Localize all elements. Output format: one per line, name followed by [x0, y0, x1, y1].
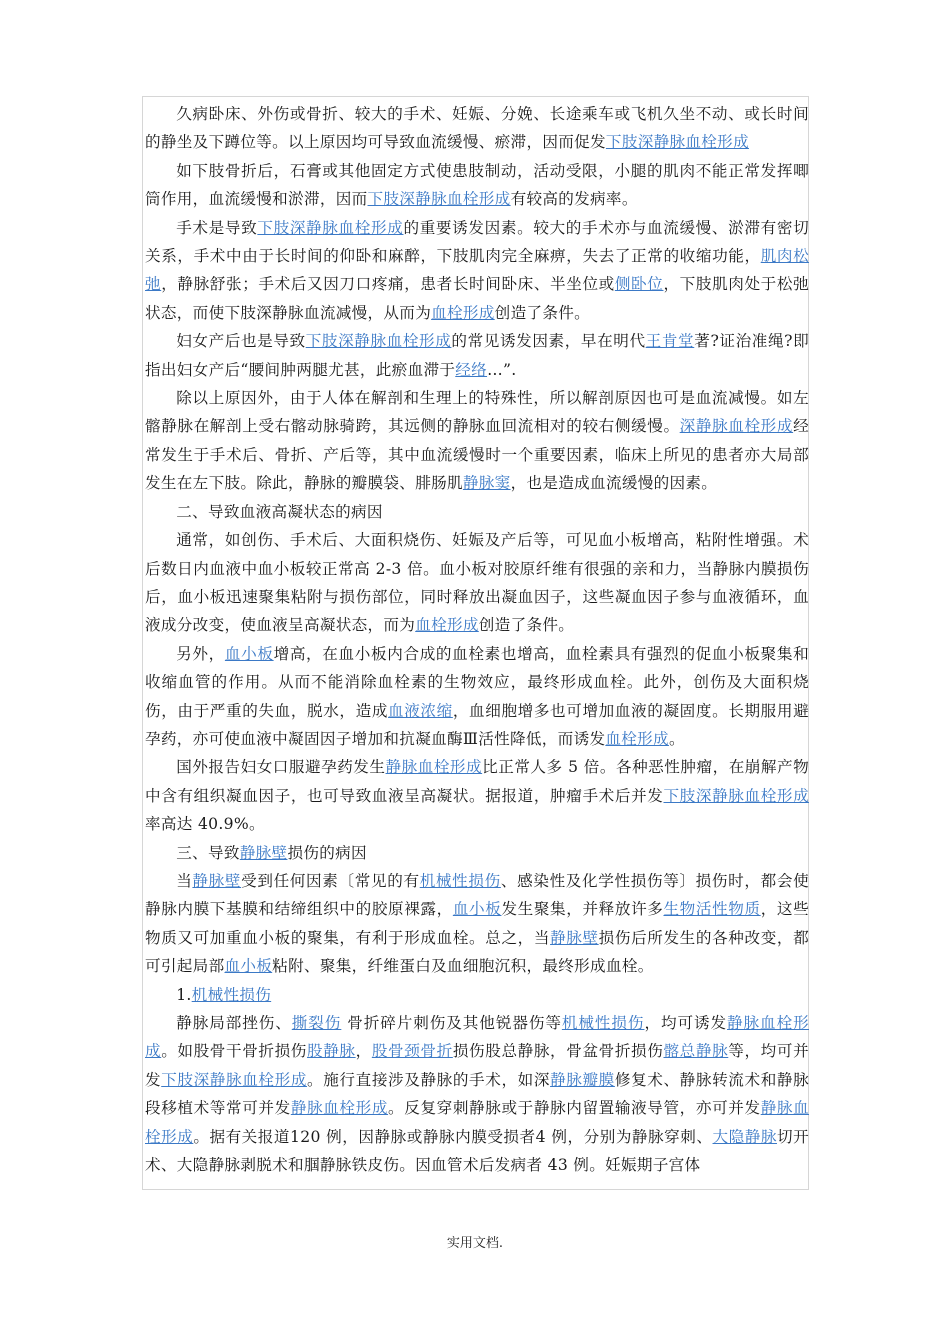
section-heading [145, 981, 809, 1009]
paragraph-text: 的常见诱发因素，早在明代 [451, 332, 646, 351]
term-link[interactable]: 静脉壁 [550, 928, 599, 947]
body-paragraph [145, 157, 809, 214]
paragraph-text: 有较高的发病率。 [510, 190, 638, 209]
paragraph-text: …”. [487, 360, 517, 379]
document-body [145, 100, 809, 1179]
paragraph-text: 静脉局部挫伤、 [176, 1014, 292, 1032]
paragraph-text: 经常发生于手术后、骨折、产后等，其中血流缓慢时一个重要因素，临床上所见的患者亦大局部发生在左下肢。除此，静脉的瓣膜袋、腓肠肌 [145, 417, 809, 493]
body-paragraph [145, 100, 809, 157]
paragraph-text: 创造了条件。 [478, 616, 575, 635]
term-link[interactable]: 下肢深静脉血栓形成 [257, 218, 404, 237]
body-paragraph [145, 1009, 809, 1179]
paragraph-text: ，均可诱发 [644, 1014, 728, 1032]
body-paragraph [145, 526, 809, 640]
body-paragraph [145, 214, 809, 328]
paragraph-text: 修复术、静脉转流术和静脉段移植术等常可并发 [145, 1070, 809, 1118]
paragraph-text: 发生聚集，并释放许多 [501, 900, 664, 919]
paragraph-text: 。如股骨干骨折损伤 [161, 1042, 308, 1061]
paragraph-text: 的重要诱发因素。较大的手术亦与血流缓慢、淤滞有密切关系，手术中由于长时间的仰卧和麻醉，下肢肌肉完全麻痹，失去了正常的收缩功能， [145, 218, 809, 266]
term-link[interactable]: 机械性损伤 [419, 871, 501, 890]
term-link[interactable]: 机械性损伤 [561, 1014, 645, 1032]
paragraph-text: 损伤的病因 [287, 843, 367, 862]
term-link[interactable]: 静脉壁 [192, 871, 242, 890]
page-footer: 实用文档. [446, 1236, 504, 1251]
paragraph-text: 增高，在血小板内合成的血栓素也增高，血栓素具有强烈的促血小板聚集和收缩血管的作用。从而不能消除血栓素的生物效应，最终形成血栓。此外，创伤及大面积烧伤，由于严重的失血，脱水，造成 [145, 644, 809, 720]
paragraph-text: ，下肢肌肉处于松弛状态，而使下肢深静脉血流减慢，从而为 [145, 275, 809, 322]
term-link[interactable]: 下肢深静脉血栓形成 [305, 332, 452, 351]
section-heading [145, 498, 809, 526]
term-link[interactable]: 机械性损伤 [191, 985, 272, 1004]
term-link[interactable]: 血栓形成 [431, 303, 495, 322]
paragraph-text: 1. [176, 985, 192, 1004]
term-link[interactable]: 撕裂伤 [291, 1014, 342, 1032]
paragraph-text: 。 [668, 729, 685, 748]
term-link[interactable]: 血小板 [452, 900, 502, 919]
term-link[interactable]: 下肢深静脉血栓形成 [367, 190, 511, 209]
term-link[interactable]: 血栓形成 [605, 729, 669, 748]
paragraph-text: 。施行直接涉及静脉的手术，如深 [307, 1070, 551, 1089]
paragraph-text: 三、导致 [176, 843, 240, 862]
paragraph-text: 国外报告妇女口服避孕药发生 [176, 758, 386, 777]
term-link[interactable]: 静脉壁 [239, 843, 288, 862]
body-paragraph [145, 753, 809, 838]
paragraph-text: ， [355, 1042, 372, 1061]
paragraph-text: 如下肢骨折后，石膏或其他固定方式使患肢制动，活动受限，小腿的肌肉不能正常发挥唧筒作用，血流缓慢和淤滞，因而 [145, 161, 809, 209]
section-heading [145, 839, 809, 867]
body-paragraph [145, 384, 809, 498]
term-link[interactable]: 侧卧位 [614, 275, 664, 294]
paragraph-text: 除以上原因外，由于人体在解剖和生理上的特殊性，所以解剖原因也可是血流减慢。如左髂静脉在解剖上受右髂动脉骑跨，其远侧的静脉血回流相对的较右侧缓慢。 [145, 389, 809, 436]
term-link[interactable]: 静脉血栓形成 [145, 1099, 810, 1146]
paragraph-text: 著?证治准绳?即指出妇女产后“腰间肿两腿尤甚，此瘀血滞于 [145, 332, 809, 379]
paragraph-text: 通常，如创伤、手术后、大面积烧伤、妊娠及产后等，可见血小板增高，粘附性增强。术后数日内血液中血小板较正常高 2-3 倍。血小板对胶原纤维有很强的亲和力，当静脉内膜损伤后，血小板迅速聚集粘附与损伤部位，同时释放出凝血因子，这些凝血因子参与血液循环，血液成分改变，使血液呈高凝状态，而为 [145, 531, 809, 635]
paragraph-text: ，也是造成血流缓慢的因素。 [510, 474, 718, 493]
paragraph-text: 。据有关报道120 例，因静脉或静脉内膜受损者4 例，分别为静脉穿刺、 [193, 1127, 713, 1146]
term-link[interactable]: 血小板 [224, 644, 274, 663]
term-link[interactable]: 股骨颈骨折 [371, 1042, 453, 1061]
paragraph-text: 当 [176, 871, 193, 890]
term-link[interactable]: 血栓形成 [415, 616, 479, 635]
paragraph-text: 、感染性及化学性损伤等〕损伤时，都会使静脉内膜下基膜和结缔组织中的胶原裸露， [145, 871, 809, 919]
body-paragraph [145, 867, 809, 981]
term-link[interactable]: 血小板 [224, 957, 273, 976]
paragraph-text: 等，均可并发 [145, 1042, 809, 1089]
term-link[interactable]: 静脉血栓形成 [385, 758, 483, 777]
term-link[interactable]: 下肢深静脉血栓形成 [161, 1070, 308, 1089]
paragraph-text: 手术是导致 [176, 218, 258, 237]
paragraph-text: 妇女产后也是导致 [176, 332, 306, 351]
paragraph-text: 骨折碎片刺伤及其他锐器伤等 [341, 1014, 562, 1032]
term-link[interactable]: 王肯堂 [645, 332, 695, 351]
term-link[interactable]: 血液浓缩 [388, 701, 453, 720]
paragraph-text: 久病卧床、外伤或骨折、较大的手术、妊娠、分娩、长途乘车或飞机久坐不动、或长时间的静坐及下蹲位等。以上原因均可导致血流缓慢、瘀滞，因而促发 [145, 105, 809, 152]
paragraph-text: ，血细胞增多也可增加血液的凝固度。长期服用避孕药，亦可使血液中凝固因子增加和抗凝血酶Ⅲ活性降低，而诱发 [145, 701, 809, 748]
term-link[interactable]: 下肢深静脉血栓形成 [663, 786, 809, 805]
paragraph-text: 损伤股总静脉，骨盆骨折损伤 [452, 1042, 664, 1061]
body-paragraph [145, 327, 809, 384]
paragraph-text: 。反复穿刺静脉或于静脉内留置输液导管，亦可并发 [388, 1099, 761, 1118]
term-link[interactable]: 大隐静脉 [712, 1127, 777, 1146]
term-link[interactable]: 股静脉 [307, 1042, 356, 1061]
term-link[interactable]: 经络 [455, 360, 488, 379]
paragraph-text: 另外， [176, 644, 225, 663]
term-link[interactable]: 静脉血栓形成 [145, 1014, 809, 1061]
paragraph-text: 比正常人多 5 倍。各种恶性肿瘤，在崩解产物中含有组织凝血因子，也可导致血液呈高凝状。据报道，肿瘤手术后并发 [145, 758, 809, 805]
paragraph-text: ，这些物质又可加重血小板的聚集，有利于形成血栓。总之，当 [145, 900, 809, 947]
paragraph-text: 二、导致血液高凝状态的病因 [176, 502, 383, 521]
term-link[interactable]: 生物活性物质 [663, 900, 761, 919]
paragraph-text: 受到任何因素〔常见的有 [241, 871, 420, 890]
paragraph-text: 切开术、大隐静脉剥脱术和腘静脉铁皮伤。因血管术后发病者 43 例。妊娠期子宫体 [145, 1127, 809, 1175]
term-link[interactable]: 静脉窦 [462, 474, 511, 493]
paragraph-text: 损伤后所发生的各种改变，都可引起局部 [145, 928, 809, 976]
term-link[interactable]: 下肢深静脉血栓形成 [605, 133, 749, 152]
term-link[interactable]: 肌肉松弛 [145, 247, 810, 294]
term-link[interactable]: 静脉血栓形成 [290, 1099, 389, 1118]
term-link[interactable]: 髂总静脉 [663, 1042, 729, 1061]
term-link[interactable]: 深静脉血栓形成 [679, 417, 794, 436]
body-paragraph [145, 640, 809, 754]
paragraph-text: ，静脉舒张；手术后又因刀口疼痛，患者长时间卧床、半坐位或 [161, 275, 615, 294]
paragraph-text: 创造了条件。 [494, 303, 591, 322]
paragraph-text: 率高达 40.9%。 [145, 815, 265, 834]
term-link[interactable]: 静脉瓣膜 [550, 1070, 615, 1089]
paragraph-text: 粘附、聚集，纤维蛋白及血细胞沉积，最终形成血栓。 [272, 957, 654, 976]
